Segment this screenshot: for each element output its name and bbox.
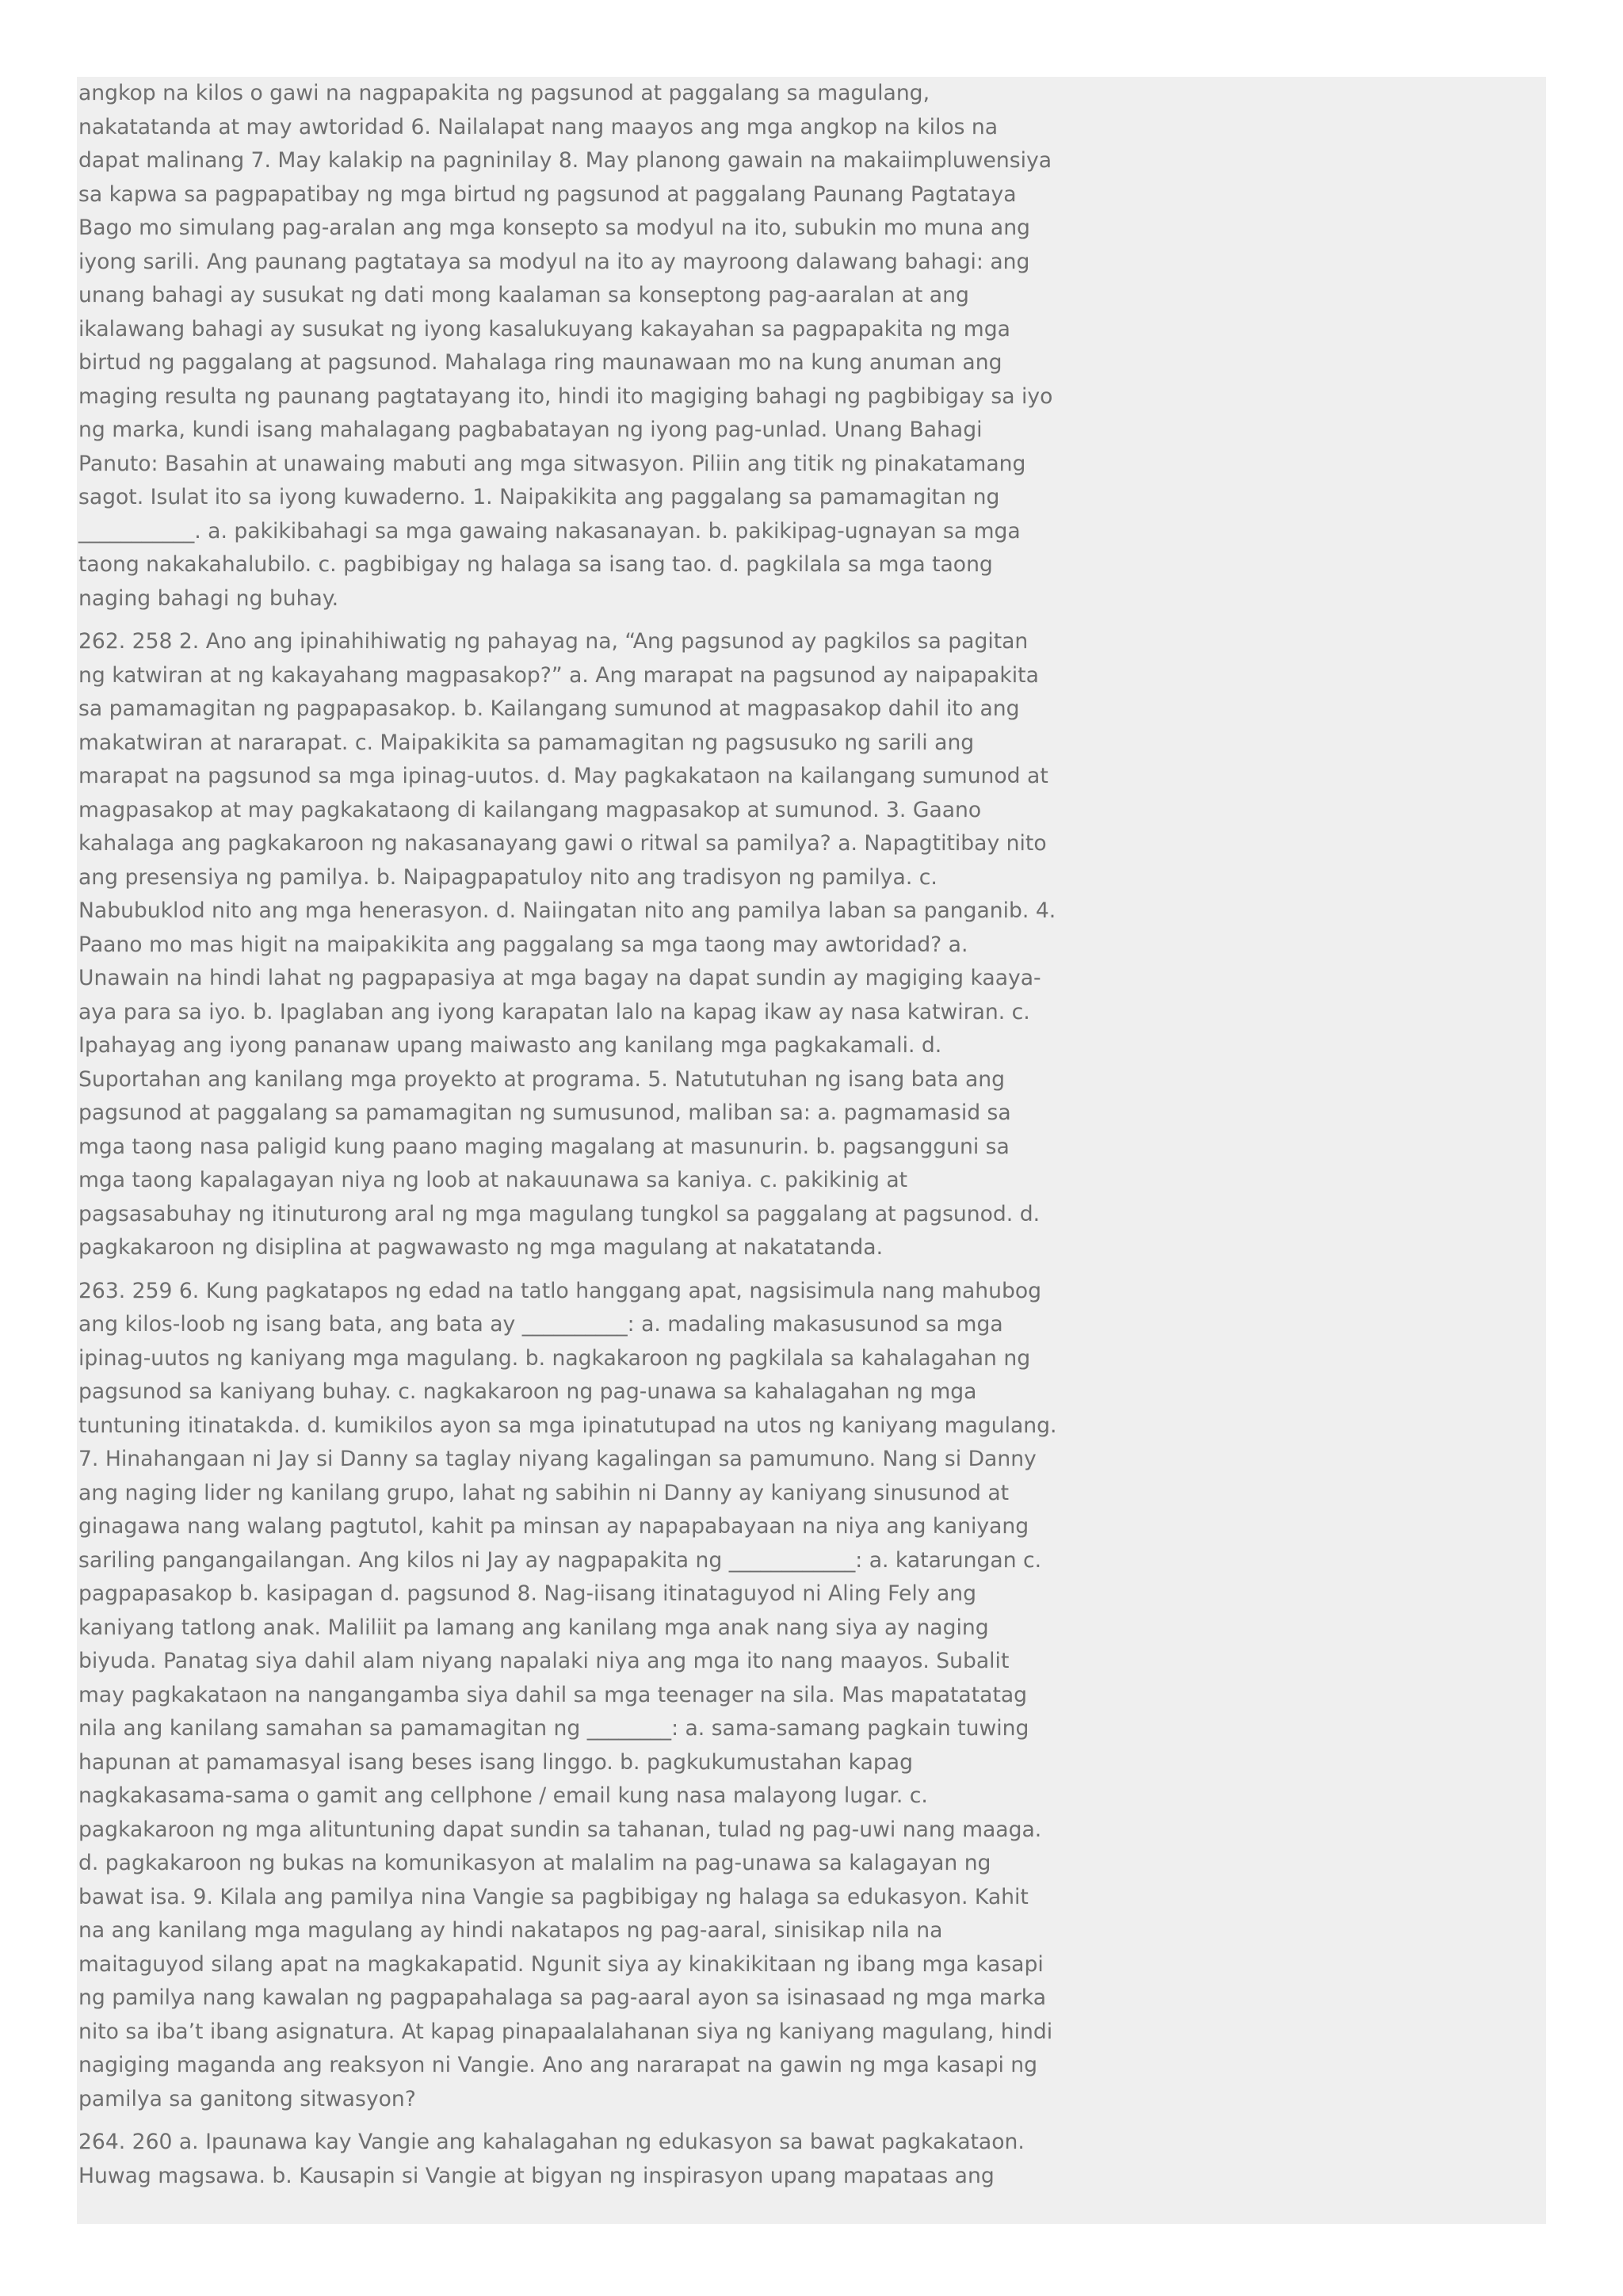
paragraph-intro-and-item-1: angkop na kilos o gawi na nagpapakita ng pagsunod at paggalang sa magulang, nakatatanda at may awtoridad 6. Nailalapat nang maayos ang mga angkop na kilos na dapat malinang 7. May kalakip na pagninilay 8. May planong gawain na makaiimpluwensiya sa kapwa sa pagpapatibay ng mga birtud ng pagsunod at paggalang Paunang Pagtataya Bago mo simulang pag-aralan ang mga konsepto sa modyul na ito, subukin mo muna ang iyong sarili. Ang paunang pagtataya sa modyul na ito ay mayroong dalawang bahagi: ang unang bahagi ay susukat ng dati mong kaalaman sa konseptong pag-aaralan at ang ikalawang bahagi ay susukat ng iyong kasalukuyang kakayahan sa pagpapakita ng mga birtud ng paggalang at pagsunod. Mahalaga ring maunawaan mo na kung anuman ang maging resulta ng paunang pagtatayang ito, hindi ito magiging bahagi ng pagbibigay sa iyo ng marka, kundi isang mahalagang pagbabatayan ng iyong pag-unlad. Unang Bahagi Panuto: Basahin at unawaing mabuti ang mga sitwasyon. Piliin ang titik ng pinakatamang sagot. Isulat ito sa iyong kuwaderno. 1. Naipakikita ang paggalang sa pamamagitan ng ___________. a. pakikibahagi sa mga gawaing nakasanayan. b. pakikipag-ugnayan sa mga taong nakakahalubilo. c. pagbibigay ng halaga sa isang tao. d. pagkilala sa mga taong naging bahagi ng buhay.: [78, 81, 1053, 611]
paragraph-items-6-to-9: 263. 259 6. Kung pagkatapos ng edad na tatlo hanggang apat, nagsisimula nang mahubog ang kilos-loob ng isang bata, ang bata ay __________: a. madaling makasusunod sa mga ipinag-uutos ng kaniyang mga magulang. b. nagkakaroon ng pagkilala sa kahalagahan ng pagsunod sa kaniyang buhay. c. nagkakaroon ng pag-unawa sa kahalagahan ng mga tuntuning itinatakda. d. kumikilos ayon sa mga ipinatutupad na utos ng kaniyang magulang. 7. Hinahangaan ni Jay si Danny sa taglay niyang kagalingan sa pamumuno. Nang si Danny ang naging lider ng kanilang grupo, lahat ng sabihin ni Danny ay kaniyang sinusunod at ginagawa nang walang pagtutol, kahit pa minsan ay napapabayaan na niya ang kaniyang sariling pangangailangan. Ang kilos ni Jay ay nagpapakita ng ____________: a. katarungan c. pagpapasakop b. kasipagan d. pagsunod 8. Nag-iisang itinataguyod ni Aling Fely ang kaniyang tatlong anak. Maliliit pa lamang ang kanilang mga anak nang siya ay naging biyuda. Panatag siya dahil alam niyang napalaki niya ang mga ito nang maayos. Subalit may pagkakataon na nangangamba siya dahil sa mga teenager na sila. Mas mapatatatag nila ang kanilang samahan sa pamamagitan ng ________: a. sama-samang pagkain tuwing hapunan at pamamasyal isang beses isang linggo. b. pagkukumustahan kapag nagkakasama-sama o gamit ang cellphone / email kung nasa malayong lugar. c. pagkakaroon ng mga alituntuning dapat sundin sa tahanan, tulad ng pag-uwi nang maaga. d. pagkakaroon ng bukas na komunikasyon at malalim na pag-unawa sa kalagayan ng bawat isa. 9. Kilala ang pamilya nina Vangie sa pagbibigay ng halaga sa edukasyon. Kahit na ang kanilang mga magulang ay hindi nakatapos ng pag-aaral, sinisikap nila na maitaguyod silang apat na magkakapatid. Ngunit siya ay kinakikitaan ng ibang mga kasapi ng pamilya nang kawalan ng pagpapahalaga sa pag-aaral ayon sa isinasaad ng mga marka nito sa iba’t ibang asignatura. At kapag pinapaalalahanan siya ng kaniyang magulang, hindi nagiging maganda ang reaksyon ni Vangie. Ano ang nararapat na gawin ng mga kasapi ng pamilya sa ganitong sitwasyon?: [78, 1278, 1057, 2111]
paragraph-items-2-to-5: 262. 258 2. Ano ang ipinahihiwatig ng pahayag na, “Ang pagsunod ay pagkilos sa pagitan ng katwiran at ng kakayahang magpasakop?” a. Ang marapat na pagsunod ay naipapakita sa pamamagitan ng pagpapasakop. b. Kailangang sumunod at magpasakop dahil ito ang makatwiran at nararapat. c. Maipakikita sa pamamagitan ng pagsusuko ng sarili ang marapat na pagsunod sa mga ipinag-uutos. d. May pagkakataon na kailangang sumunod at magpasakop at may pagkakataong di kailangang magpasakop at sumunod. 3. Gaano kahalaga ang pagkakaroon ng nakasanayang gawi o ritwal sa pamilya? a. Napagtitibay nito ang presensiya ng pamilya. b. Naipagpapatuloy nito ang tradisyon ng pamilya. c. Nabubuklod nito ang mga henerasyon. d. Naiingatan nito ang pamilya laban sa panganib. 4. Paano mo mas higit na maipakikita ang paggalang sa mga taong may awtoridad? a. Unawain na hindi lahat ng pagpapasiya at mga bagay na dapat sundin ay magiging kaaya-aya para sa iyo. b. Ipaglaban ang iyong karapatan lalo na kapag ikaw ay nasa katwiran. c. Ipahayag ang iyong pananaw upang maiwasto ang kanilang mga pagkakamali. d. Suportahan ang kanilang mga proyekto at programa. 5. Natututuhan ng isang bata ang pagsunod at paggalang sa pamamagitan ng sumusunod, maliban sa: a. pagmamasid sa mga taong nasa paligid kung paano maging magalang at masunurin. b. pagsangguni sa mga taong kapalagayan niya ng loob at nakauunawa sa kaniya. c. pakikinig at pagsasabuhay ng itinuturong aral ng mga magulang tungkol sa paggalang at pagsunod. d. pagkakaroon ng disiplina at pagwawasto ng mga magulang at nakatatanda.: [78, 629, 1056, 1260]
text-column: [77, 77, 1061, 2193]
paragraph-item-9-choices: 264. 260 a. Ipaunawa kay Vangie ang kahalagahan ng edukasyon sa bawat pagkakataon. Huwag magsawa. b. Kausapin si Vangie at bigyan ng inspirasyon upang mapataas ang: [78, 2130, 1025, 2188]
document-page: [77, 77, 1546, 2224]
